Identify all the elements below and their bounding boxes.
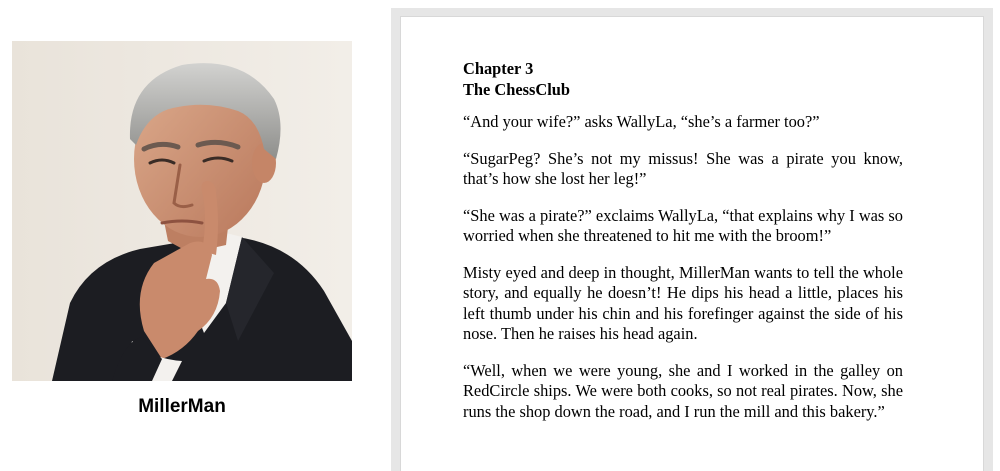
document-page [400,16,984,471]
document-body [463,59,903,438]
paragraph: “She was a pirate?” exclaims WallyLa, “that explains why I was so worried when she threatened to hit me with the broom!” [463,205,903,245]
portrait-image [12,41,352,381]
chapter-number: Chapter 3 [463,59,534,78]
paragraph: “SugarPeg? She’s not my missus! She was a pirate you know, that’s how she lost her leg!” [463,148,903,188]
chapter-heading [463,59,903,100]
document-viewer [391,8,993,471]
paragraph: Misty eyed and deep in thought, MillerMan wants to tell the whole story, and equally he doesn’t! He dips his head a little, places his left thumb under his chin and his forefinger against the side of his nose. Then he raises his head again. [463,262,903,343]
paragraph: “And your wife?” asks WallyLa, “she’s a farmer too?” [463,112,820,131]
paragraph: “Well, when we were young, she and I worked in the galley on RedCircle ships. We were both cooks, so not real pirates. Now, she runs the shop down the road, and I run the mill and this bakery.” [463,360,903,421]
chapter-title: The ChessClub [463,79,571,99]
portrait-illustration [12,41,352,381]
portrait-caption: MillerMan [138,396,226,417]
